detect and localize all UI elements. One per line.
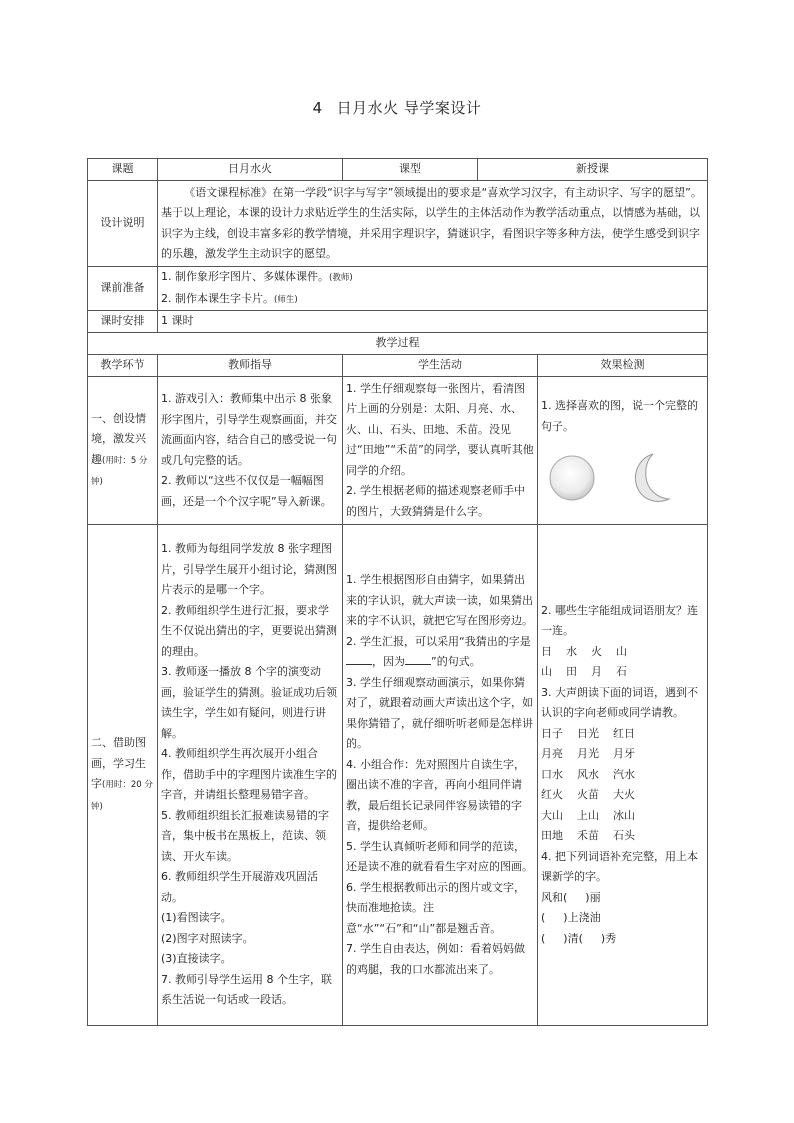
design-text: 《语文课程标准》在第一学段“识字与写字”领域提出的要求是“喜欢学习汉字，有主动识字、写字的愿望”。基于以上理论，本课的设计力求贴近学生的生活实际，以学生的主体活动作为教学活动重点，以情感为基础，以识字为主线，创设丰富多彩的教学情境，并采用字理识字，猜谜识字，看图识字等多种方法，使学生感受到识字的乐趣，激发学生主动识字的愿望。 bbox=[161, 185, 702, 260]
fill-blank bbox=[346, 652, 372, 665]
stage2-student-cell bbox=[343, 525, 538, 1026]
lesson-title: 日月水火 导学案设计 bbox=[336, 99, 482, 117]
stage1-teacher-item: 2. 教师以“这些不仅仅是一幅幅图画，还是一个个汉字呢”导入新课。 bbox=[161, 474, 332, 508]
check-question-4: 4. 把下列词语补充完整，用上本课新学的字。 bbox=[541, 849, 698, 884]
design-label: 设计说明 bbox=[88, 181, 158, 267]
prep-item-1-note: (教师) bbox=[329, 273, 353, 283]
col-stage-header: 教学环节 bbox=[88, 355, 158, 377]
stage2-student-item: 2. 学生汇报，可以采用“我猜出的字是，因为 ”的句式。 bbox=[346, 634, 531, 668]
stage1-check-cell bbox=[538, 377, 708, 525]
stage2-teacher-item: 2. 教师组织学生进行汇报，要求学生不仅说出猜出的字，更要说出猜测的理由。 bbox=[161, 603, 337, 658]
char: 月 bbox=[591, 665, 602, 679]
char: 火 bbox=[591, 644, 602, 658]
stage2-teacher-item: 6. 教师组织学生开展游戏巩固活动。 bbox=[161, 870, 318, 904]
word-row: 红火 火苗 大火 bbox=[541, 788, 635, 802]
char: 日 bbox=[541, 644, 552, 658]
process-header-row bbox=[88, 355, 708, 377]
prep-item-1: 1. 制作象形字图片、多媒体课件。 bbox=[161, 270, 329, 283]
stage2-name: 二、借助图画，学习生字 bbox=[91, 736, 146, 790]
fill-item-1: 风和( )丽 bbox=[541, 890, 601, 904]
word-row: 口水 风水 汽水 bbox=[541, 767, 635, 781]
stage1-student-item: 1. 学生仔细观察每一张图片，看清图片上画的分别是：太阳、月亮、水、火、山、石头、田地、禾苗。没见过“田地”“禾苗”的同学，要认真听其他同学的介绍。 bbox=[346, 381, 534, 477]
check-question-2: 2. 哪些生字能组成词语朋友？连一连。 bbox=[541, 603, 698, 638]
fill-blank bbox=[405, 652, 431, 665]
prep-item-2: 2. 制作本课生字卡片。 bbox=[161, 291, 274, 305]
stage1-teacher-item: 1. 游戏引入：教师集中出示 8 张象形字图片，引导学生观察画面，并交流画面内容，结合自己的感受说一句或几句完整的话。 bbox=[161, 392, 337, 467]
sun-circle-icon bbox=[547, 453, 597, 503]
type-label: 课型 bbox=[343, 159, 478, 181]
prep-item-2-note: (师生) bbox=[274, 294, 298, 305]
word-row: 大山 上山 冰山 bbox=[541, 808, 635, 822]
stage2-teacher-item: 1. 教师为每组同学发放 8 张字理图片，引导学生展开小组讨论，猜测图片表示的是哪一个字。 bbox=[161, 542, 337, 597]
char: 山 bbox=[541, 665, 552, 679]
char: 水 bbox=[566, 644, 577, 658]
fill-item-3: ( )清( )秀 bbox=[541, 931, 617, 945]
stage2-student-item: 7. 学生自由表达，例如：看着妈妈做的鸡腿，我的口水都流出来了。 bbox=[346, 942, 525, 976]
stage1-teacher-cell bbox=[158, 377, 343, 525]
topic-value: 日月水火 bbox=[158, 159, 343, 181]
stage2-student-item: 6. 学生根据教师出示的图片或文字，快而准地抢读。注意“水”“石”和“山”都是翘舌音。 bbox=[346, 880, 525, 935]
prep-label: 课前准备 bbox=[88, 267, 158, 311]
stage1-check-text: 1. 选择喜欢的图，说一个完整的句子。 bbox=[541, 399, 698, 433]
prep-cell bbox=[158, 267, 708, 311]
schedule-value: 1 课时 bbox=[158, 311, 708, 333]
col-student-header: 学生活动 bbox=[343, 355, 538, 377]
char-row-1 bbox=[541, 642, 704, 663]
stage2-teacher-item: 4. 教师组织学生再次展开小组合作，借助手中的字理图片读准生字的字音，并请组长整理易错字音。 bbox=[161, 747, 337, 802]
fill-item-2: ( )上浇油 bbox=[541, 911, 601, 925]
schedule-label: 课时安排 bbox=[88, 311, 158, 333]
stage2-student-item: 3. 学生仔细观察动画演示，如果你猜对了，就跟着动画大声读出这个字，如果你猜错了，就仔细听听老师是怎样讲的。 bbox=[346, 675, 533, 750]
lesson-number: 4 bbox=[312, 99, 323, 117]
design-text-cell bbox=[158, 181, 708, 267]
stage2-student-item: 1. 学生根据图形自由猜字，如果猜出来的字认识，就大声读一读，如果猜出来的字不认识，就把它写在图形旁边。 bbox=[346, 573, 533, 627]
stage1-row bbox=[88, 377, 708, 525]
check-question-3: 3. 大声朗读下面的词语，遇到不认识的字向老师或同学请教。 bbox=[541, 685, 698, 720]
page-title bbox=[0, 97, 794, 118]
stage1-student-item: 2. 学生根据老师的描述观察老师手中的图片，大致猜猜是什么字。 bbox=[346, 484, 525, 518]
stage2-teacher-item: 5. 教师组织组长汇报难读易错的字音，集中板书在黑板上，范读、领读、开火车读。 bbox=[161, 808, 329, 863]
stage1-student-cell bbox=[343, 377, 538, 525]
prep-row bbox=[88, 267, 708, 311]
stage2-teacher-item: 7. 教师引导学生运用 8 个生字，联系生活说一句话或一段话。 bbox=[161, 972, 332, 1007]
stage2-row bbox=[88, 525, 708, 1026]
type-value: 新授课 bbox=[478, 159, 708, 181]
process-title: 教学过程 bbox=[88, 333, 708, 355]
schedule-row bbox=[88, 311, 708, 333]
stage2-student-item: 5. 学生认真倾听老师和同学的范读，还是读不准的就看看生字对应的图画。 bbox=[346, 839, 533, 873]
topic-label: 课题 bbox=[88, 159, 158, 181]
process-title-row bbox=[88, 333, 708, 355]
stage2-time: (用时：20 分钟) bbox=[91, 780, 153, 812]
topic-row bbox=[88, 159, 708, 181]
stage2-check-cell bbox=[538, 525, 708, 1026]
col-teacher-header: 教师指导 bbox=[158, 355, 343, 377]
stage1-time: (用时：5 分钟) bbox=[91, 455, 148, 487]
design-row bbox=[88, 181, 708, 267]
lesson-plan-table bbox=[87, 158, 708, 1026]
stage2-teacher-item: (3)直接读字。 bbox=[161, 952, 232, 966]
char-row-2 bbox=[541, 662, 704, 683]
char: 田 bbox=[566, 665, 577, 679]
char: 山 bbox=[616, 644, 627, 658]
stage2-name-cell bbox=[88, 525, 158, 1026]
word-row: 田地 禾苗 石头 bbox=[541, 829, 635, 843]
stage2-teacher-cell bbox=[158, 525, 343, 1026]
stage1-name: 一、创设情境，激发兴趣 bbox=[91, 411, 146, 466]
col-check-header: 效果检测 bbox=[538, 355, 708, 377]
word-row: 月亮 月光 月牙 bbox=[541, 747, 635, 761]
stage1-name-cell bbox=[88, 377, 158, 525]
word-row: 日子 日光 红日 bbox=[541, 726, 635, 740]
stage2-teacher-item: 3. 教师逐一播放 8 个字的演变动画，验证学生的猜测。验证成功后领读生字，学生如有疑问，则进行讲解。 bbox=[161, 665, 337, 740]
stage2-teacher-item: (2)图字对照读字。 bbox=[161, 931, 254, 945]
stage2-teacher-item: (1)看图读字。 bbox=[161, 911, 232, 925]
crescent-moon-icon bbox=[625, 451, 671, 505]
char: 石 bbox=[616, 665, 627, 679]
stage2-student-item: 4. 小组合作：先对照图片自读生字，圈出读不准的字音，再向小组同伴请教，最后组长记录同伴容易读错的字音，提供给老师。 bbox=[346, 757, 525, 832]
